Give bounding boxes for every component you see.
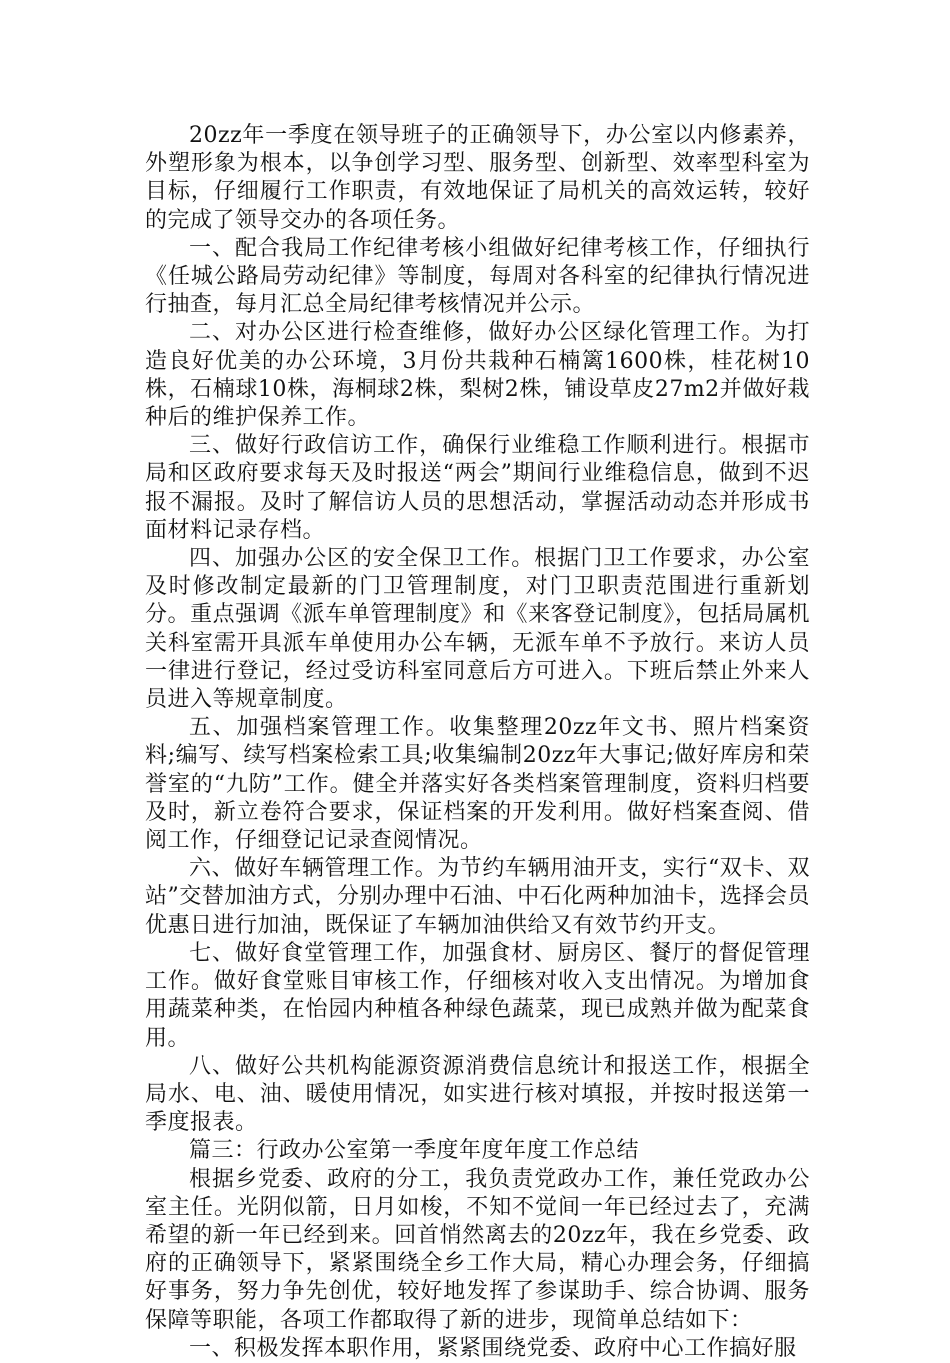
item-7-canteen: 七、做好食堂管理工作，加强食材、厨房区、餐厅的督促管理工作。做好食堂账目审核工作，仔细核对收入支出情况。为增加食用蔬菜种类，在怡园内种植各种绿色蔬菜，现已成熟并做为配菜食用。 [145, 940, 810, 1051]
item-1-discipline: 一、配合我局工作纪律考核小组做好纪律考核工作，仔细执行《任城公路局劳动纪律》等制度，每周对各科室的纪律执行情况进行抽查，每月汇总全局纪律考核情况并公示。 [145, 235, 810, 318]
document-body [145, 122, 810, 1363]
item-5-archives: 五、加强档案管理工作。收集整理20zz年文书、照片档案资料;编写、续写档案检索工具;收集编制20zz年大事记;做好库房和荣誉室的“九防”工作。健全并落实好各类档案管理制度，资料归档要及时，新立卷符合要求，保证档案的开发利用。做好档案查阅、借阅工作，仔细登记记录查阅情况。 [145, 715, 810, 854]
item-8-energy: 八、做好公共机构能源资源消费信息统计和报送工作，根据全局水、电、油、暖使用情况，如实进行核对填报，并按时报送第一季度报表。 [145, 1053, 810, 1136]
item-3-petitions: 三、做好行政信访工作，确保行业维稳工作顺利进行。根据市局和区政府要求每天及时报送“两会”期间行业维稳信息，做到不迟报不漏报。及时了解信访人员的思想活动，掌握活动动态并形成书面材料记录存档。 [145, 433, 810, 543]
item-2-greening: 二、对办公区进行检查维修，做好办公区绿化管理工作。为打造良好优美的办公环境，3月份共栽种石楠篱1600株，桂花树10株，石楠球10株，海桐球2株，梨树2株，铺设草皮27m2并做好栽种后的维护保养工作。 [145, 320, 810, 431]
section-heading: 篇三：行政办公室第一季度年度年度工作总结 [189, 1138, 640, 1164]
item-4-security: 四、加强办公区的安全保卫工作。根据门卫工作要求，办公室及时修改制定最新的门卫管理制度，对门卫职责范围进行重新划分。重点强调《派车单管理制度》和《来客登记制度》，包括局属机关科室需开具派车单使用办公车辆，无派车单不予放行。来访人员一律进行登记，经过受访科室同意后方可进入。下班后禁止外来人员进入等规章制度。 [145, 546, 810, 713]
section-intro-paragraph: 根据乡党委、政府的分工，我负责党政办工作，兼任党政办公室主任。光阴似箭，日月如梭，不知不觉间一年已经过去了，充满希望的新一年已经到来。回首悄然离去的20zz年，我在乡党委、政府的正确领导下，紧紧围绕全乡工作大局，精心办理会务，仔细搞好事务，努力争先创优，较好地发挥了参谋助手、综合协调、服务保障等职能，各项工作都取得了新的进步，现简单总结如下： [145, 1166, 810, 1333]
item-6-vehicles: 六、做好车辆管理工作。为节约车辆用油开支，实行“双卡、双站”交替加油方式，分别办理中石油、中石化两种加油卡，选择会员优惠日进行加油，既保证了车辆加油供给又有效节约开支。 [145, 856, 810, 938]
section-item-1: 一、积极发挥本职作用，紧紧围绕党委、政府中心工作搞好服 [189, 1335, 797, 1361]
intro-paragraph: 20zz年一季度在领导班子的正确领导下，办公室以内修素养，外塑形象为根本，以争创学习型、服务型、创新型、效率型科室为目标，仔细履行工作职责，有效地保证了局机关的高效运转，较好的完成了领导交办的各项任务。 [145, 123, 810, 233]
